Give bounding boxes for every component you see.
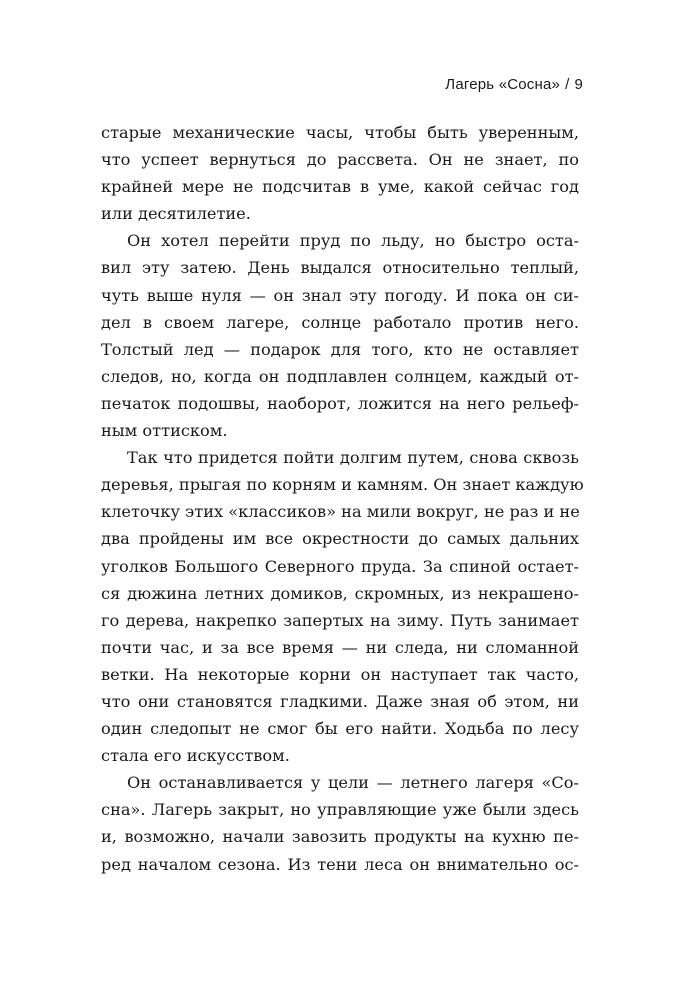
text-line: Он хотел перейти пруд по льду, но быстро оста-	[127, 231, 579, 251]
text-line: Так что придется пойти долгим путем, снова сквозь	[127, 448, 579, 468]
text-line: стала его искусством.	[101, 746, 290, 766]
text-line: печаток подошвы, наоборот, ложится на него рельеф-	[101, 393, 579, 413]
paragraph	[101, 119, 579, 227]
text-line: вил эту затею. День выдался относительно теплый,	[101, 258, 579, 278]
paragraph	[101, 444, 584, 769]
text-line: сна». Лагерь закрыт, но управляющие уже были здесь	[101, 800, 579, 820]
paragraph	[101, 769, 579, 877]
text-line: следов, но, когда он подплавлен солнцем, каждый от-	[101, 366, 579, 386]
text-line: дел в своем лагере, солнце работало против него.	[101, 312, 579, 332]
text-line: го дерева, накрепко запертых на зиму. Путь занимает	[101, 610, 579, 630]
chapter-title: Лагерь «Сосна»	[445, 76, 561, 93]
text-line: ным оттиском.	[101, 421, 228, 441]
text-line: клеточку этих «классиков» на мили вокруг, не раз и не	[101, 502, 580, 522]
text-line: что успеет вернуться до рассвета. Он не знает, по	[101, 150, 579, 170]
text-line: ветки. На некоторые корни он наступает так часто,	[101, 664, 579, 684]
header-separator: /	[565, 76, 570, 93]
running-header	[445, 76, 583, 93]
text-line: ред началом сезона. Из тени леса он внимательно ос-	[101, 854, 579, 874]
text-line: ся дюжина летних домиков, скромных, из некрашено-	[101, 583, 579, 603]
text-line: один следопыт не смог бы его найти. Ходьба по лесу	[101, 719, 579, 739]
text-line: старые механические часы, чтобы быть уверенным,	[101, 123, 579, 142]
text-line: и, возможно, начали завозить продукты на кухню пе-	[101, 827, 579, 847]
text-line: или десятилетие.	[101, 204, 251, 224]
text-line: Он останавливается у цели — летнего лагеря «Со-	[127, 773, 579, 793]
text-line: крайней мере не подсчитав в уме, какой сейчас год	[101, 177, 579, 197]
text-line: уголков Большого Северного пруда. За спиной остает-	[101, 556, 579, 576]
page-number: 9	[574, 76, 583, 93]
body-text	[101, 119, 584, 878]
text-line: Толстый лед — подарок для того, кто не оставляет	[101, 339, 579, 359]
text-line: что они становятся гладкими. Даже зная об этом, ни	[101, 691, 579, 711]
text-line: чуть выше нуля — он знал эту погоду. И пока он си-	[101, 285, 579, 305]
text-line: деревья, прыгая по корням и камням. Он знает каждую	[101, 475, 584, 495]
paragraph	[101, 227, 579, 444]
text-line: два пройдены им все окрестности до самых дальних	[101, 529, 579, 549]
text-line: почти час, и за все время — ни следа, ни сломанной	[101, 637, 579, 657]
